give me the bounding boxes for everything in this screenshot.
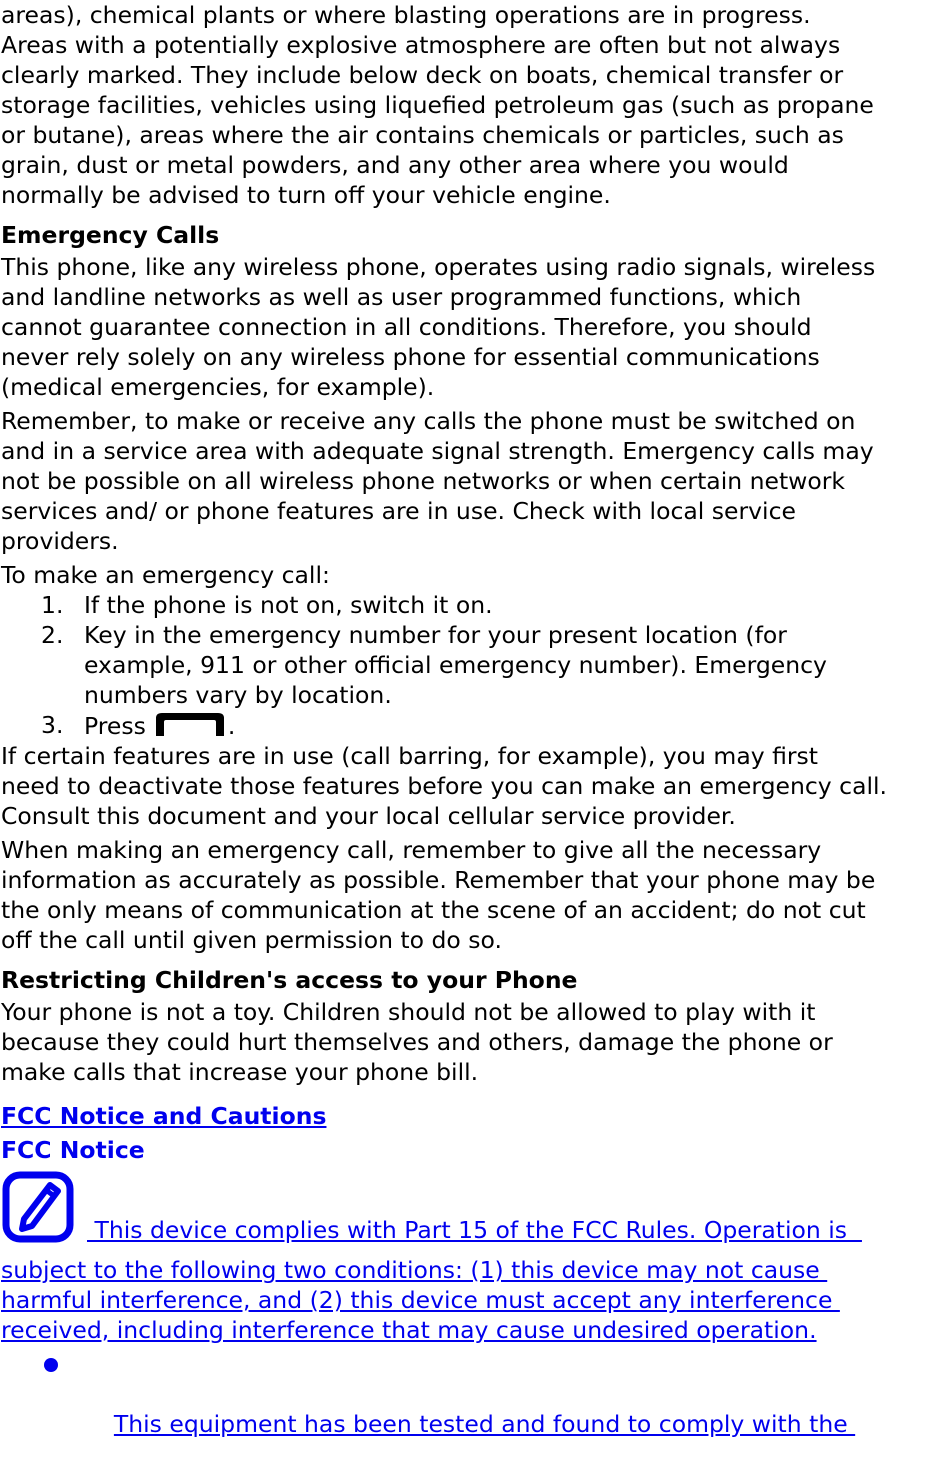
text-line: storage facilities, vehicles using liquefied petroleum gas (such as propane [1, 91, 874, 119]
text-line: Consult this document and your local cellular service provider. [1, 802, 736, 830]
steps-intro: To make an emergency call: [1, 561, 330, 589]
text-line: never rely solely on any wireless phone for essential communications [1, 343, 820, 371]
fcc-notice-heading: FCC Notice [1, 1136, 145, 1164]
emergency-paragraph-1 [1, 252, 946, 402]
text-line: Remember, to make or receive any calls the phone must be switched on [1, 407, 856, 435]
children-paragraph [1, 997, 946, 1087]
step-text: Press [84, 712, 146, 740]
text-line: cannot guarantee connection in all conditions. Therefore, you should [1, 313, 812, 341]
step-number: 2. [41, 621, 64, 649]
text-line: services and/ or phone features are in use. Check with local service [1, 497, 796, 525]
emergency-calls-heading: Emergency Calls [1, 221, 220, 249]
bullet-text: This equipment has been tested and found to comply with the [113, 1410, 856, 1438]
fcc-section-link[interactable]: FCC Notice and Cautions [1, 1102, 327, 1130]
text-line: areas), chemical plants or where blasting operations are in progress. [1, 1, 811, 29]
text-line: information as accurately as possible. Remember that your phone may be [1, 866, 876, 894]
text-line: Your phone is not a toy. Children should not be allowed to play with it [1, 998, 816, 1026]
text-line: not be possible on all wireless phone networks or when certain network [1, 467, 846, 495]
step-number: 1. [41, 591, 64, 619]
text-line: need to deactivate those features before you can make an emergency call. [1, 772, 888, 800]
emergency-paragraph-2 [1, 406, 946, 556]
emergency-paragraph-4 [1, 835, 946, 955]
text-line: normally be advised to turn off your vehicle engine. [1, 181, 611, 209]
step-text: example, 911 or other official emergency number). Emergency [84, 651, 827, 679]
step-text: Key in the emergency number for your present location (for [84, 621, 787, 649]
text-line: and landline networks as well as user programmed functions, which [1, 283, 802, 311]
note-text-line: harmful interference, and (2) this device must accept any interference [1, 1286, 840, 1314]
list-item [1, 710, 946, 741]
note-text-line: subject to the following two conditions: (1) this device may not cause [1, 1256, 828, 1284]
text-line: clearly marked. They include below deck on boats, chemical transfer or [1, 61, 844, 89]
text-line: When making an emergency call, remember to give all the necessary [1, 836, 822, 864]
restricting-children-heading: Restricting Children's access to your Phone [1, 966, 578, 994]
text-line: the only means of communication at the scene of an accident; do not cut [1, 896, 866, 924]
text-line: providers. [1, 527, 119, 555]
text-line: Areas with a potentially explosive atmosphere are often but not always [1, 31, 841, 59]
note-text: This device complies with Part 15 of the FCC Rules. Operation is [87, 1216, 862, 1244]
bullet-icon [44, 1358, 58, 1372]
text-line: or butane), areas where the air contains chemicals or particles, such as [1, 121, 844, 149]
step-text: If the phone is not on, switch it on. [84, 591, 493, 619]
text-line: This phone, like any wireless phone, operates using radio signals, wireless [1, 253, 876, 281]
list-item [1, 590, 946, 620]
emergency-paragraph-3 [1, 741, 946, 831]
text-line: If certain features are in use (call barring, for example), you may first [1, 742, 819, 770]
list-item [1, 1349, 946, 1469]
step-end: . [227, 712, 236, 740]
text-line: (medical emergencies, for example). [1, 373, 435, 401]
text-line: grain, dust or metal powders, and any other area where you would [1, 151, 789, 179]
text-line: and in a service area with adequate signal strength. Emergency calls may [1, 437, 874, 465]
fcc-note-continuation [1, 1255, 946, 1345]
note-pencil-icon [2, 1171, 74, 1243]
list-item [1, 620, 946, 710]
note-text-line: received, including interference that may cause undesired operation. [1, 1316, 817, 1344]
step-number: 3. [41, 711, 64, 739]
send-key-icon [152, 710, 228, 738]
text-line: because they could hurt themselves and others, damage the phone or [1, 1028, 833, 1056]
emergency-steps-list [1, 590, 946, 741]
text-line: off the call until given permission to do so. [1, 926, 502, 954]
intro-paragraph [1, 0, 946, 210]
fcc-note [1, 1169, 946, 1251]
step-text: numbers vary by location. [84, 681, 392, 709]
text-line: make calls that increase your phone bill. [1, 1058, 479, 1086]
